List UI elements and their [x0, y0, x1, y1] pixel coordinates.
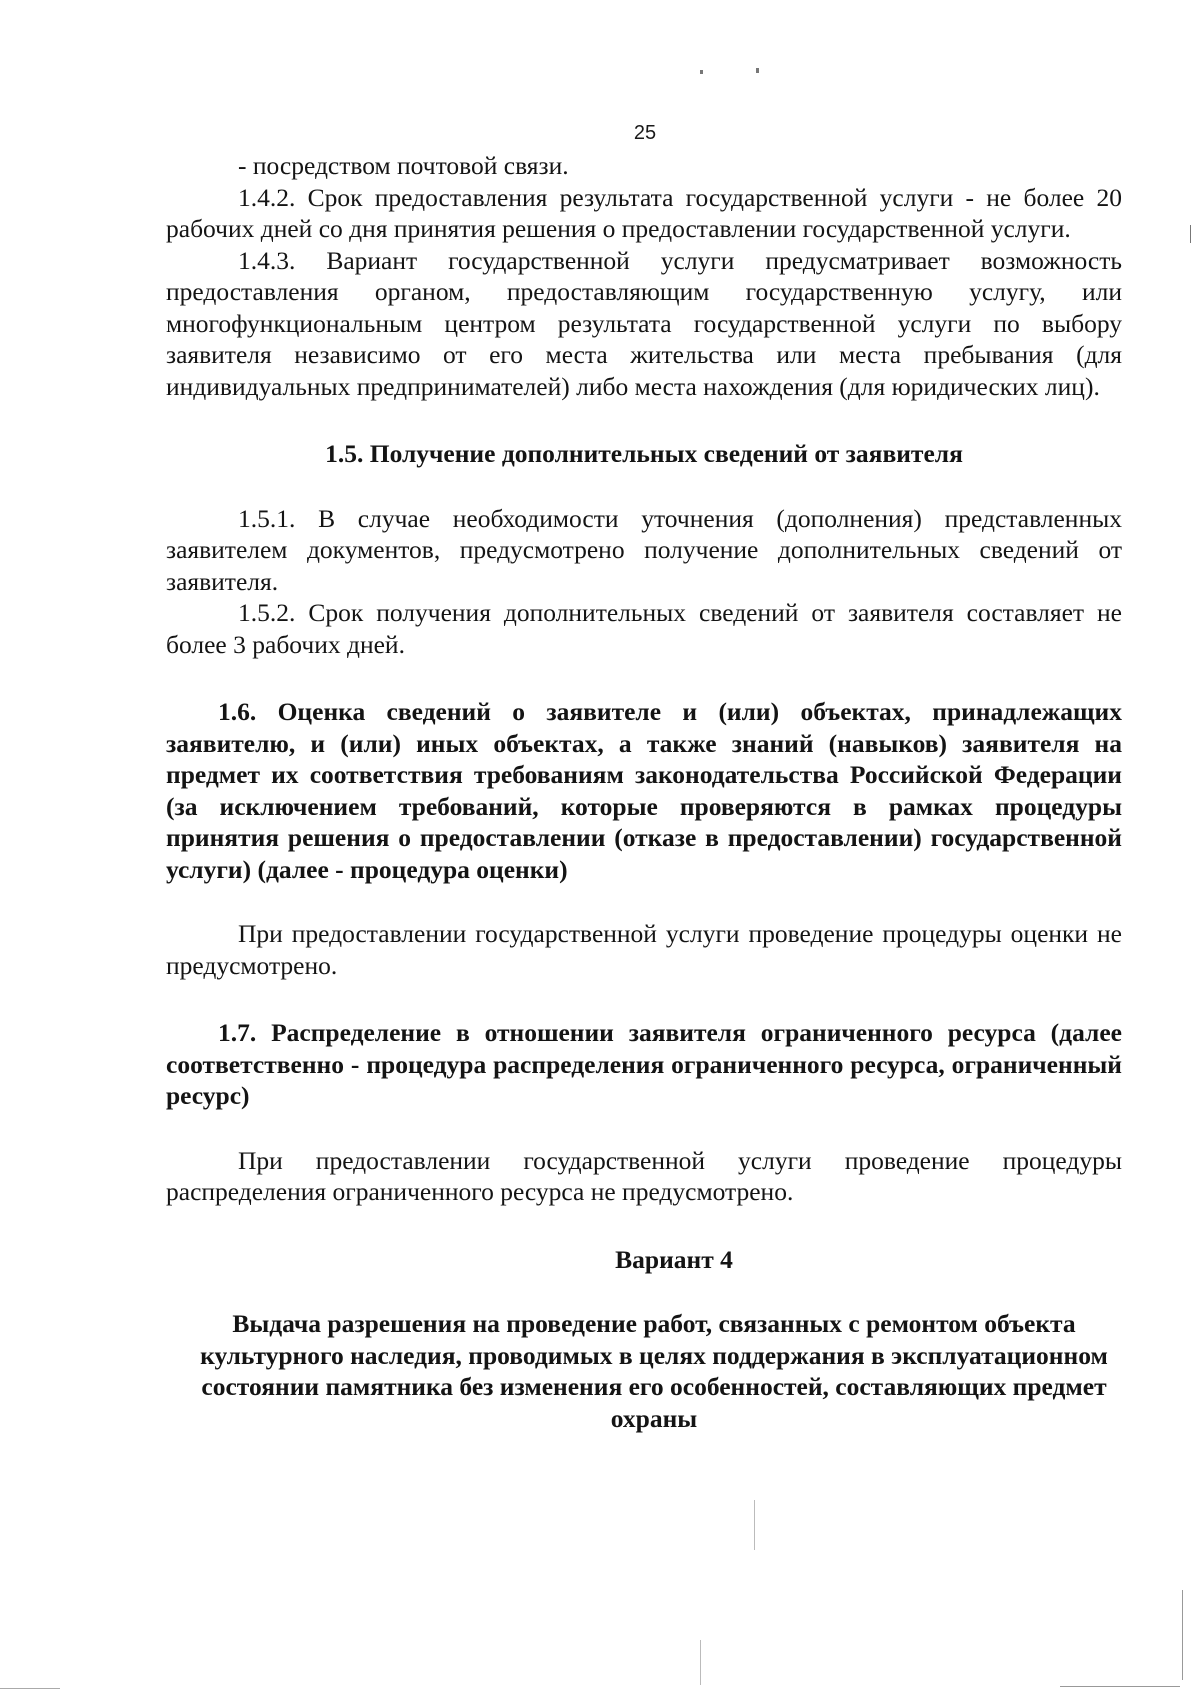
spacer [166, 1112, 1122, 1145]
paragraph-1-4-2: 1.4.2. Срок предоставления результата государственной услуги - не более 20 рабочих дней со дня принятия решения о предоставлении государственной услуги. [166, 182, 1122, 243]
scan-artifact [1060, 1686, 1180, 1687]
paragraph-1-5-2: 1.5.2. Срок получения дополнительных сведений от заявителя составляет не более 3 рабочих дней. [166, 598, 1122, 659]
spacer [166, 402, 1122, 438]
spacer [166, 1275, 1122, 1308]
paragraph-assessment: При предоставлении государственной услуги проведение процедуры оценки не предусмотрено. [166, 919, 1122, 980]
variant-heading: Выдача разрешения на проведение работ, связанных с ремонтом объекта культурного наследия, проводимых в целях поддержания в эксплуатационном состоянии памятника без изменения его особенностей, составляющих предмет охраны [200, 1309, 1108, 1433]
spacer [166, 660, 1122, 696]
scan-artifact [1190, 225, 1191, 243]
scan-artifact [756, 68, 759, 73]
spacer [166, 1208, 1122, 1244]
section-heading-1-5: 1.5. Получение дополнительных сведений от заявителя [325, 439, 963, 468]
paragraph-limited-resource: При предоставлении государственной услуги проведение процедуры распределения ограниченного ресурса не предусмотрено. [166, 1145, 1122, 1206]
spacer [166, 981, 1122, 1017]
scan-artifact [700, 70, 703, 74]
page-number: 25 [633, 122, 657, 144]
scan-artifact [0, 1688, 60, 1689]
section-heading-1-7: 1.7. Распределение в отношении заявителя ограниченного ресурса (далее соответственно - процедура распределения ограниченного ресурса, ограниченный ресурс) [166, 1018, 1122, 1110]
spacer [166, 885, 1122, 918]
paragraph-1-4-3: 1.4.3. Вариант государственной услуги предусматривает возможность предоставления органом, предоставляющим государственную услугу, или многофункциональным центром результата государственной услуги по выбору заявителя независимо от его места жительства или места пребывания (для индивидуальных предпринимателей) либо места нахождения (для юридических лиц). [166, 245, 1122, 401]
scan-artifact [700, 1640, 701, 1685]
section-heading-1-6: 1.6. Оценка сведений о заявителе и (или) объектах, принадлежащих заявителю, и (или) иных объектах, а также знаний (навыков) заявителя на предмет их соответствия требованиям законодательства Российской Федерации (за исключением требований, которые проверяются в рамках процедуры принятия решения о предоставлении (отказе в предоставлении) государственной услуги) (далее - процедура оценки) [166, 697, 1122, 884]
spacer [166, 470, 1122, 503]
paragraph-1-5-1: 1.5.1. В случае необходимости уточнения (дополнения) представленных заявителем документов, предусмотрено получение дополнительных сведений от заявителя. [166, 503, 1122, 596]
scan-artifact [754, 1500, 755, 1550]
document-body [166, 150, 1122, 1434]
paragraph-postal: - посредством почтовой связи. [238, 151, 569, 180]
scan-artifact [1182, 1590, 1183, 1680]
variant-title: Вариант 4 [615, 1244, 733, 1274]
